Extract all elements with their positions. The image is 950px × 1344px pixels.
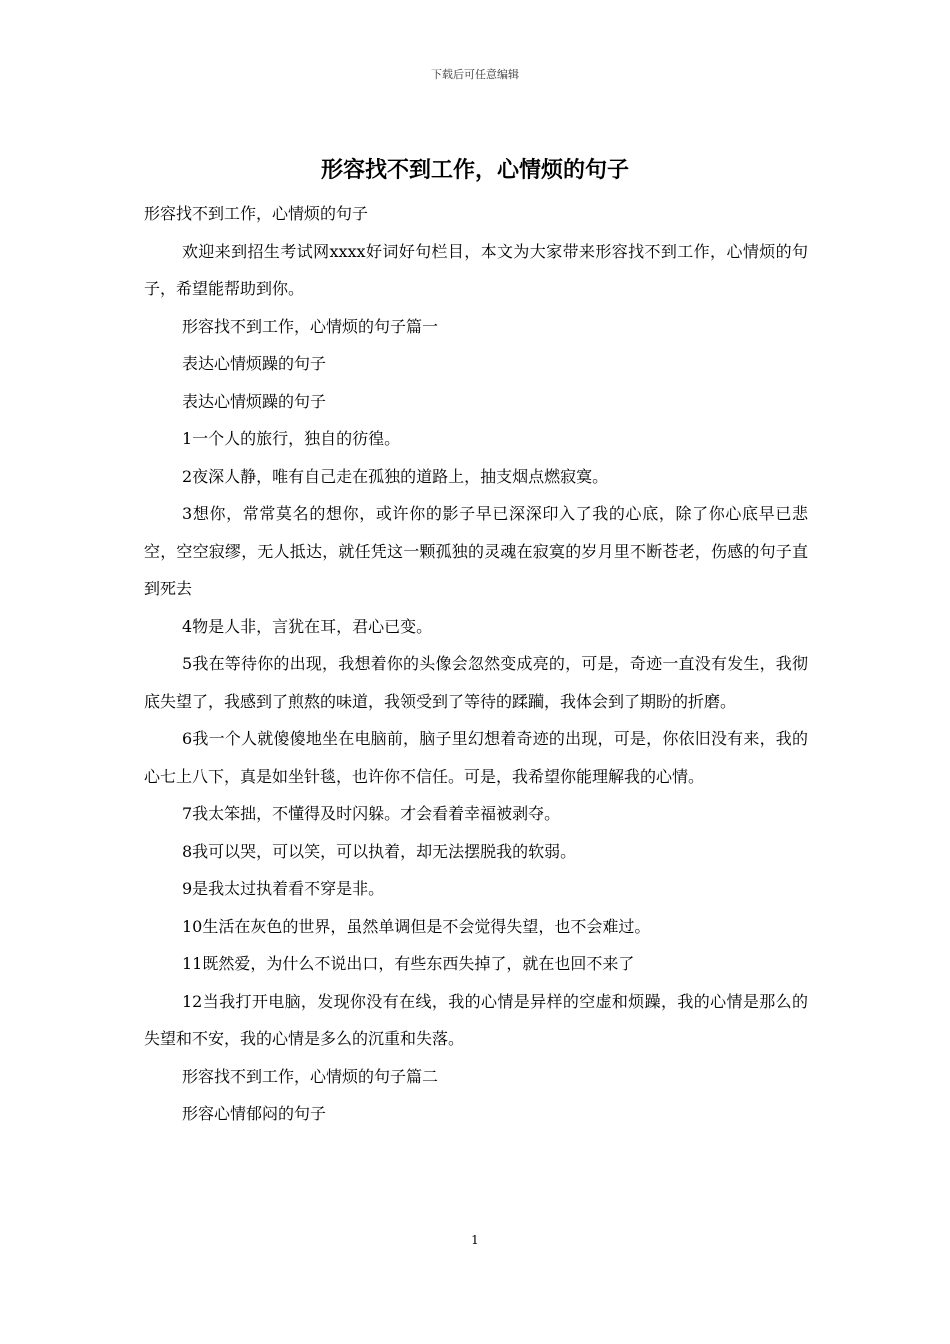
- list-item: 3想你，常常莫名的想你，或许你的影子早已深深印入了我的心底，除了你心底早已悲空，空空寂缪，无人抵达，就任凭这一颗孤独的灵魂在寂寞的岁月里不断苍老，伤感的句子直到死去: [144, 504, 808, 598]
- subtitle-paragraph: 形容找不到工作，心情烦的句子: [144, 204, 369, 223]
- section-heading-two: 形容找不到工作，心情烦的句子篇二: [182, 1066, 439, 1086]
- document-body: [144, 195, 808, 1133]
- header-note: 下载后可任意编辑: [431, 68, 519, 81]
- subheading: 表达心情烦躁的句子: [182, 354, 327, 373]
- list-item: 9是我太过执着看不穿是非。: [182, 879, 385, 898]
- section-heading-one: 形容找不到工作，心情烦的句子篇一: [182, 316, 439, 336]
- list-item: 11既然爱，为什么不说出口，有些东西失掉了，就在也回不来了: [182, 954, 635, 973]
- subheading: 表达心情烦躁的句子: [182, 391, 327, 411]
- list-item: 10生活在灰色的世界，虽然单调但是不会觉得失望，也不会难过。: [182, 916, 651, 936]
- document-title: 形容找不到工作，心情烦的句子: [320, 157, 629, 183]
- list-item: 2夜深人静，唯有自己走在孤独的道路上，抽支烟点燃寂寞。: [182, 466, 609, 486]
- list-item: 6我一个人就傻傻地坐在电脑前，脑子里幻想着奇迹的出现，可是，你依旧没有来，我的心七上八下，真是如坐针毯，也许你不信任。可是，我希望你能理解我的心情。: [144, 729, 808, 786]
- list-item: 4物是人非，言犹在耳，君心已变。: [182, 616, 433, 636]
- list-item: 1一个人的旅行，独自的彷徨。: [182, 429, 401, 448]
- list-item: 5我在等待你的出现，我想着你的头像会忽然变成亮的，可是，奇迹一直没有发生，我彻底失望了，我感到了煎熬的味道，我领受到了等待的蹂躏，我体会到了期盼的折磨。: [144, 654, 808, 711]
- intro-paragraph: 欢迎来到招生考试网xxxx好词好句栏目，本文为大家带来形容找不到工作，心情烦的句子，希望能帮助到你。: [144, 241, 808, 298]
- list-item: 7我太笨拙，不懂得及时闪躲。才会看着幸福被剥夺。: [182, 804, 561, 823]
- list-item: 8我可以哭，可以笑，可以执着，却无法摆脱我的软弱。: [182, 841, 577, 861]
- list-item: 12当我打开电脑，发现你没有在线，我的心情是异样的空虚和烦躁，我的心情是那么的失望和不安，我的心情是多么的沉重和失落。: [144, 991, 808, 1048]
- subheading: 形容心情郁闷的句子: [182, 1104, 327, 1123]
- page-number: 1: [471, 1233, 479, 1247]
